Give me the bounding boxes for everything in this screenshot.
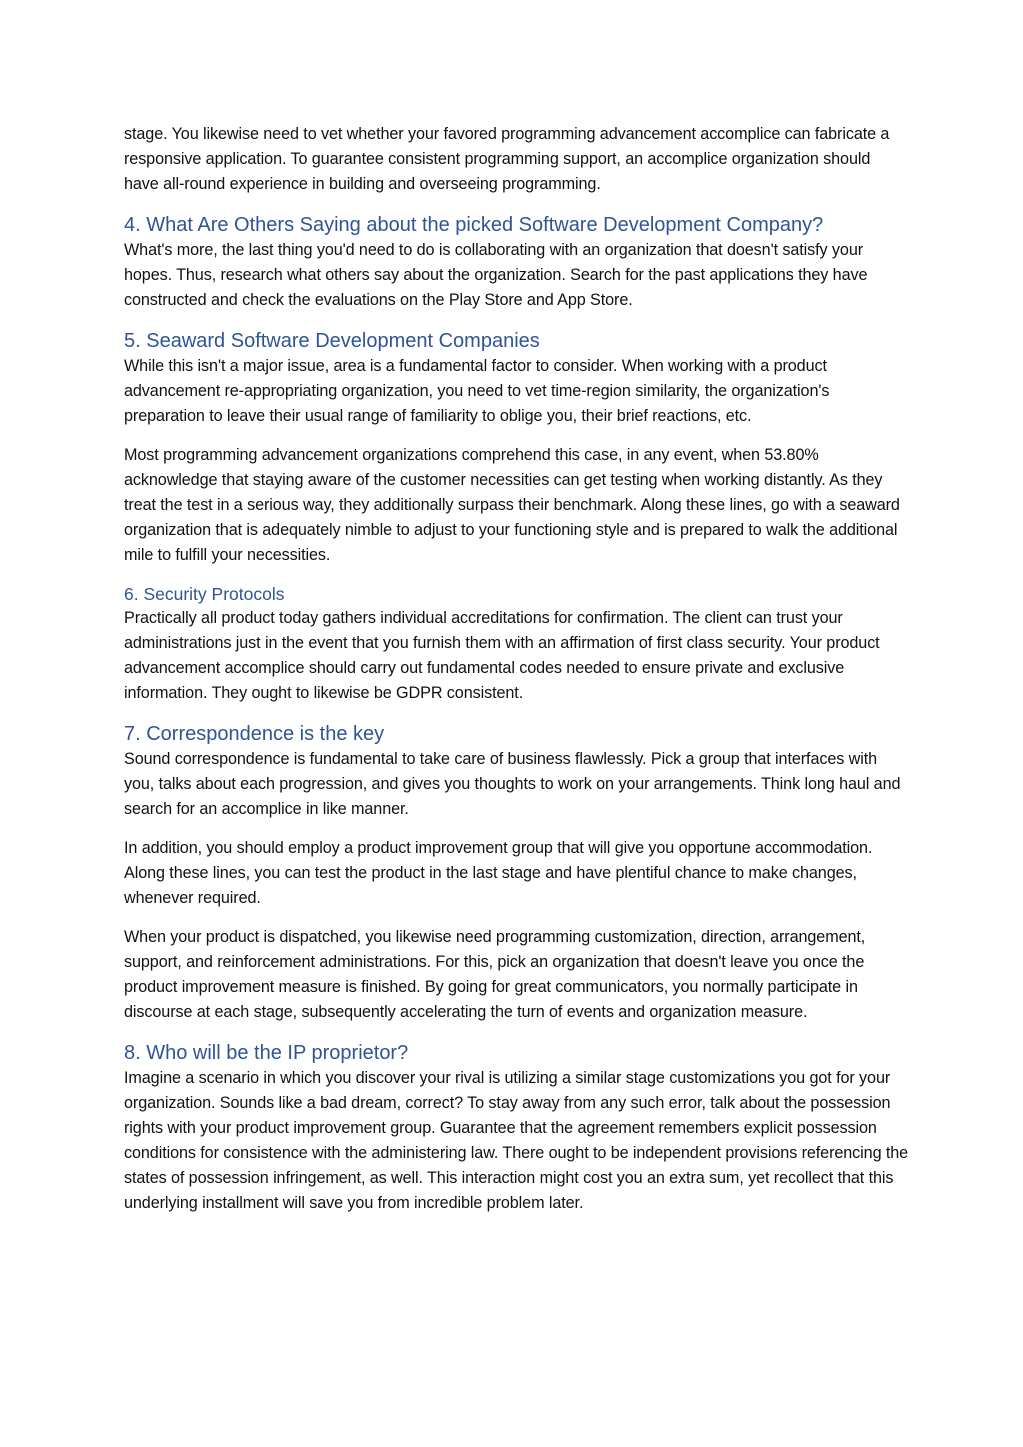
section-8-heading: 8. Who will be the IP proprietor? [124,1042,409,1064]
intro-paragraph: stage. You likewise need to vet whether your favored programming advancement accomplice can fabricate a responsive application. To guarantee consistent programming support, an accomplice organization should have all-round experience in building and overseeing programming. [124,125,890,193]
section-4-paragraph: What's more, the last thing you'd need to do is collaborating with an organization that doesn't satisfy your hopes. Thus, research what others say about the organization. Search for the past applications they have constructed and check the evaluations on the Play Store and App Store. [124,241,868,309]
section-5-paragraph-1: While this isn't a major issue, area is a fundamental factor to consider. When working with a product advancement re-appropriating organization, you need to vet time-region similarity, the organization's preparation to leave their usual range of familiarity to oblige you, their brief reactions, etc. [124,357,830,425]
section-6-heading: 6. Security Protocols [124,584,285,604]
section-4-heading: 4. What Are Others Saying about the picked Software Development Company? [124,214,824,236]
section-6-paragraph: Practically all product today gathers individual accreditations for confirmation. The client can trust your administrations just in the event that you furnish them with an affirmation of first class security. Your product advancement accomplice should carry out fundamental codes needed to ensure private and exclusive information. They ought to likewise be GDPR consistent. [124,609,880,702]
section-7-paragraph-2: In addition, you should employ a product improvement group that will give you opportune accommodation. Along these lines, you can test the product in the last stage and have plentiful chance to make changes, whenever required. [124,839,873,907]
section-8-paragraph: Imagine a scenario in which you discover your rival is utilizing a similar stage customizations you got for your organization. Sounds like a bad dream, correct? To stay away from any such error, talk about the possession rights with your product improvement group. Guarantee that the agreement remembers explicit possession conditions for consistence with the administering law. There ought to be independent provisions referencing the states of possession infringement, as well. This interaction might cost you an extra sum, yet recollect that this underlying installment will save you from incredible problem later. [124,1069,909,1212]
section-7-paragraph-1: Sound correspondence is fundamental to take care of business flawlessly. Pick a group that interfaces with you, talks about each progression, and gives you thoughts to work on your arrangements. Think long haul and search for an accomplice in like manner. [124,750,901,818]
section-5-heading: 5. Seaward Software Development Companies [124,330,540,352]
section-5-paragraph-2: Most programming advancement organizations comprehend this case, in any event, when 53.80% acknowledge that staying aware of the customer necessities can get testing when working distantly. As they treat the test in a serious way, they additionally surpass their benchmark. Along these lines, go with a seaward organization that is adequately nimble to adjust to your functioning style and is prepared to walk the additional mile to fulfill your necessities. [124,446,900,564]
section-7-heading: 7. Correspondence is the key [124,723,385,745]
section-7-paragraph-3: When your product is dispatched, you likewise need programming customization, direction, arrangement, support, and reinforcement administrations. For this, pick an organization that doesn't leave you once the product improvement measure is finished. By going for great communicators, you normally participate in discourse at each stage, subsequently accelerating the turn of events and organization measure. [124,928,866,1021]
document-page [124,122,909,1216]
